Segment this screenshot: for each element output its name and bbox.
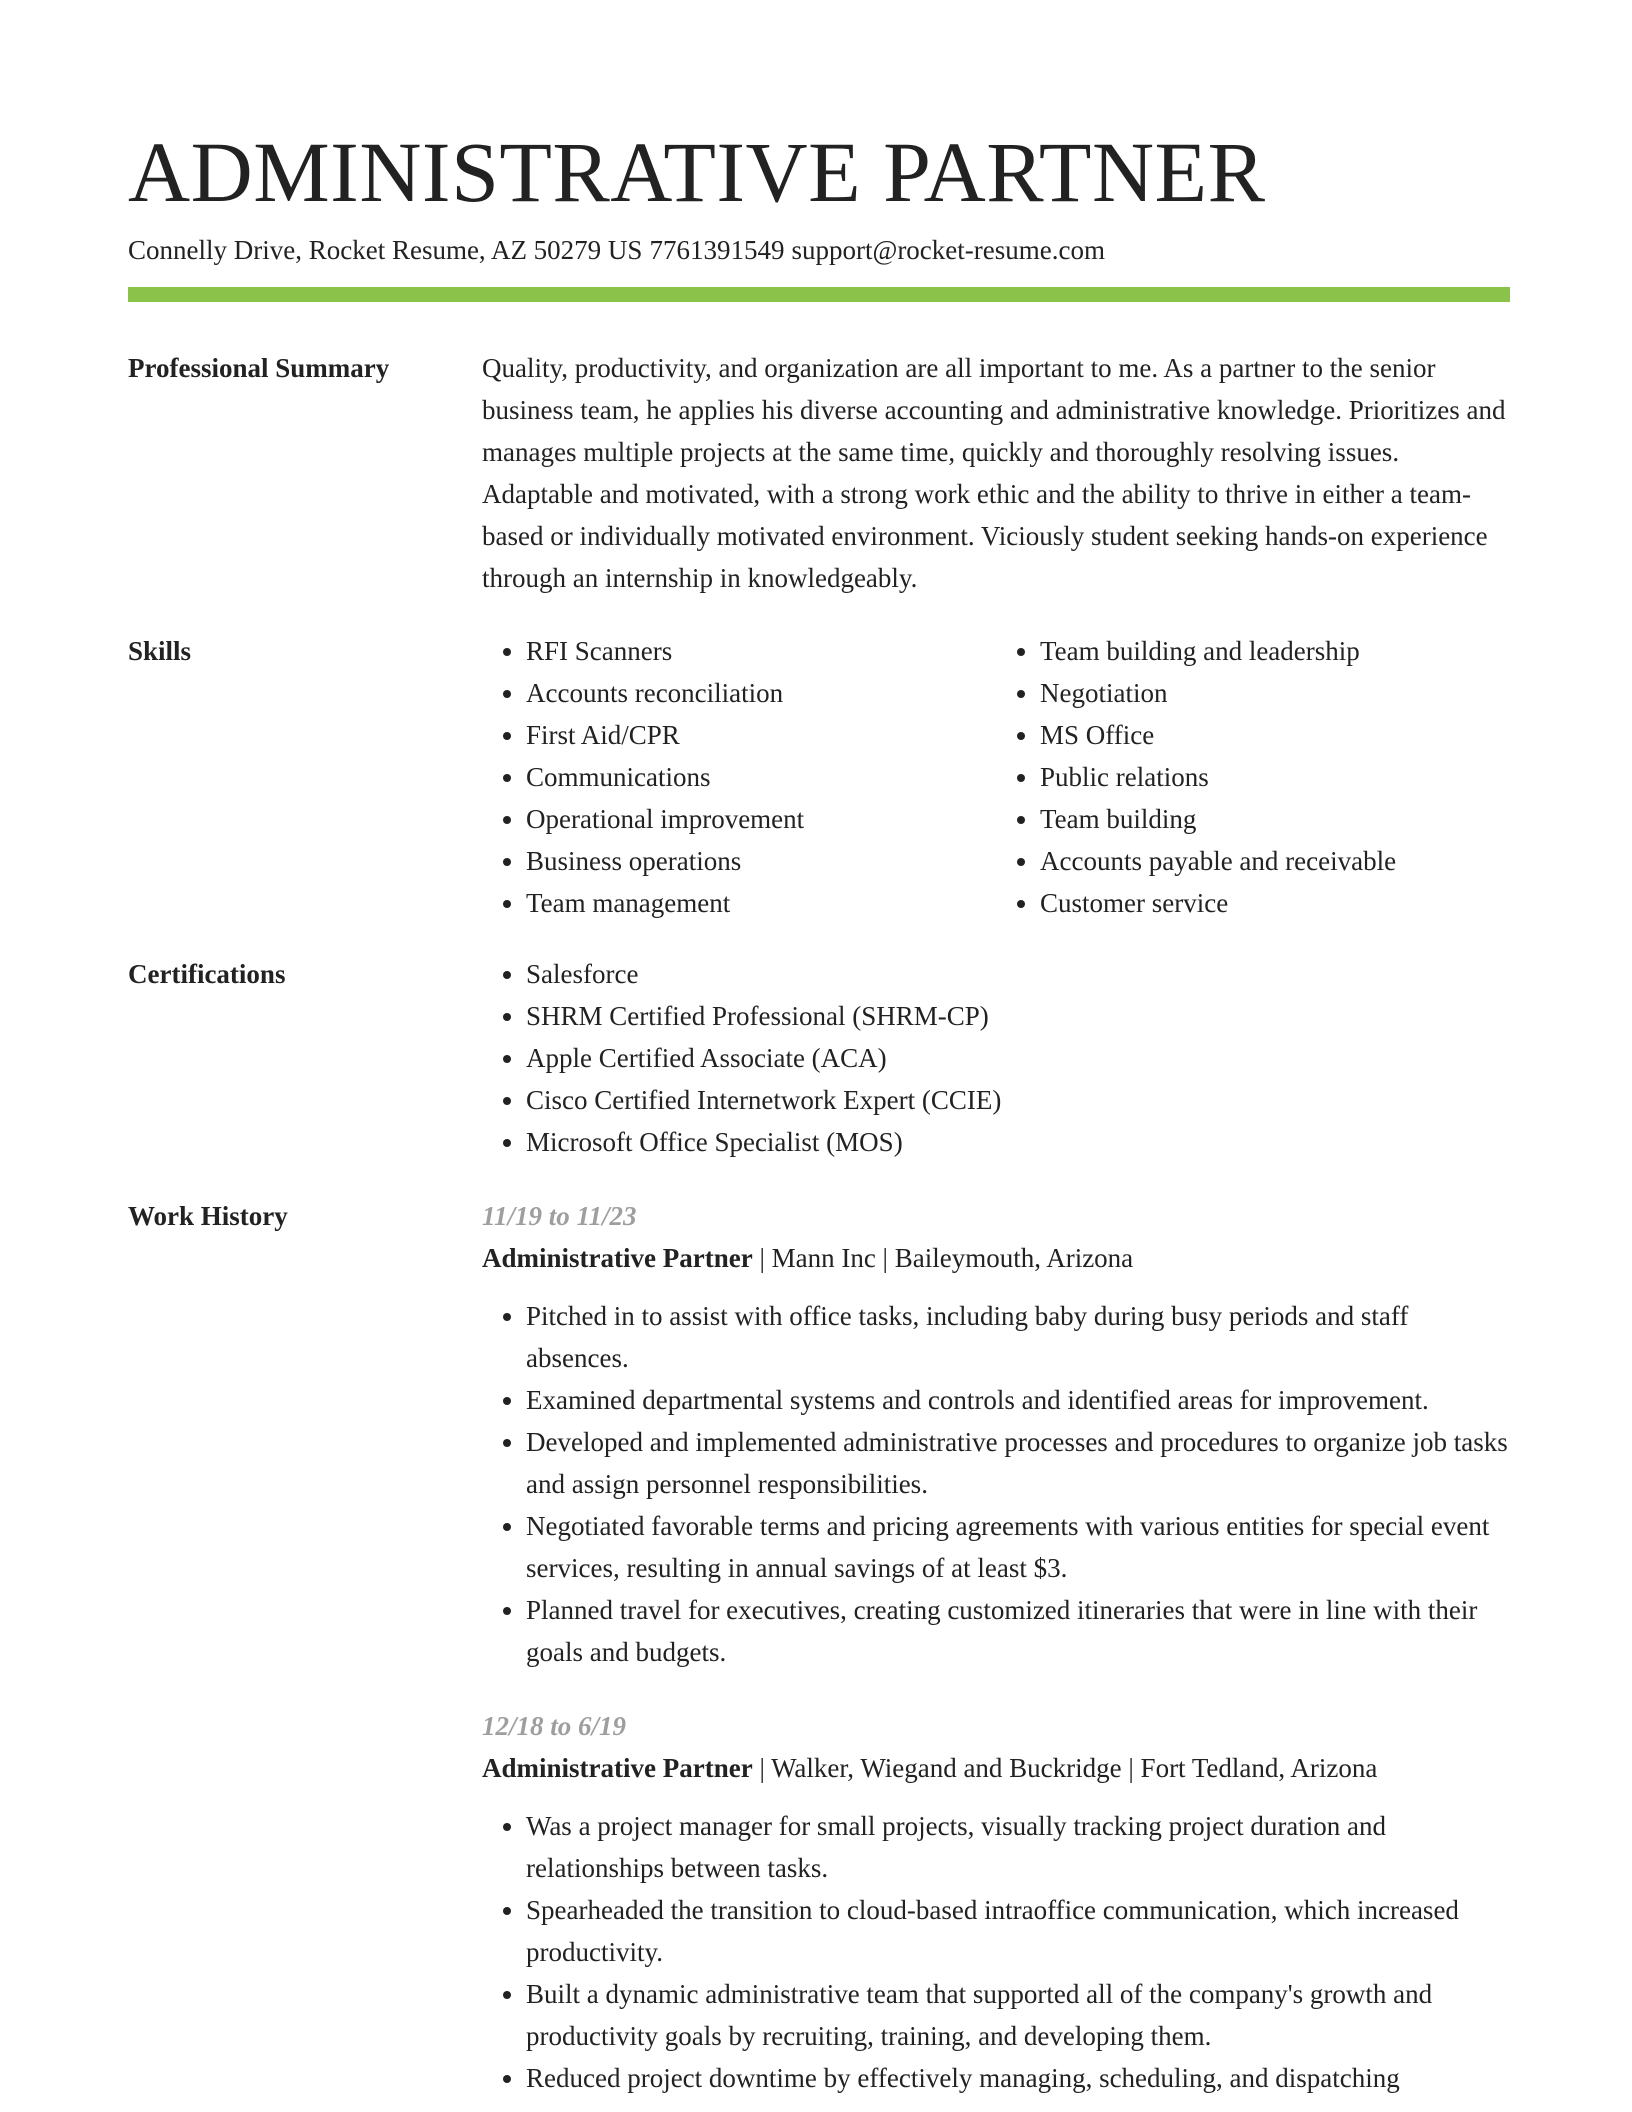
contact-email: support@rocket-resume.com xyxy=(791,235,1105,265)
skill-item: • Public relations xyxy=(1040,756,1466,798)
job-bullets xyxy=(482,1805,1510,2099)
job-bullet: • Spearheaded the transition to cloud-based intraoffice communication, which increased productivity. xyxy=(526,1889,1510,1973)
certifications-title: Certifications xyxy=(128,959,286,989)
job-bullet: • Developed and implemented administrative processes and procedures to organize job tasks and assign personnel responsibilities. xyxy=(526,1421,1510,1505)
job-bullet: • Built a dynamic administrative team that supported all of the company's growth and productivity goals by recruiting, training, and developing them. xyxy=(526,1973,1510,2057)
header-divider xyxy=(128,287,1510,302)
certification-item: • Microsoft Office Specialist (MOS) xyxy=(526,1121,1510,1163)
certification-item: • Apple Certified Associate (ACA) xyxy=(526,1037,1510,1079)
skill-item: • Business operations xyxy=(526,840,952,882)
certification-item: • Cisco Certified Internetwork Expert (CCIE) xyxy=(526,1079,1510,1121)
skills-list-right xyxy=(996,630,1466,924)
job-dates: 11/19 to 11/23 xyxy=(482,1201,637,1231)
contact-line xyxy=(128,230,1112,270)
job-title: Administrative Partner xyxy=(482,1243,753,1273)
skill-item: • Accounts payable and receivable xyxy=(1040,840,1466,882)
job-bullet: • Negotiated favorable terms and pricing agreements with various entities for special event services, resulting in annual savings of at least $3. xyxy=(526,1505,1510,1589)
resume-name: ADMINISTRATIVE PARTNER xyxy=(128,124,1266,220)
job-bullet: • Reduced project downtime by effectively managing, scheduling, and dispatching xyxy=(526,2057,1510,2099)
job-bullets xyxy=(482,1295,1510,1673)
contact-phone: 7761391549 xyxy=(649,235,785,265)
skill-item: • Team management xyxy=(526,882,952,924)
job-heading xyxy=(482,1237,1510,1279)
skill-item: • Negotiation xyxy=(1040,672,1466,714)
job-bullet: • Pitched in to assist with office tasks, including baby during busy periods and staff absences. xyxy=(526,1295,1510,1379)
work-history-body xyxy=(482,1195,1510,2099)
job-details: | Mann Inc | Baileymouth, Arizona xyxy=(752,1243,1134,1273)
job-entry xyxy=(482,1195,1510,1673)
skill-item: • Team building and leadership xyxy=(1040,630,1466,672)
skills-list-left xyxy=(482,630,952,924)
skill-item: • Customer service xyxy=(1040,882,1466,924)
summary-body xyxy=(482,347,1510,599)
job-heading xyxy=(482,1747,1510,1789)
skill-item: • Operational improvement xyxy=(526,798,952,840)
job-entry xyxy=(482,1705,1510,2099)
job-dates: 12/18 to 6/19 xyxy=(482,1711,627,1741)
skill-item: • MS Office xyxy=(1040,714,1466,756)
skills-title: Skills xyxy=(128,636,192,666)
certifications-body xyxy=(482,953,1510,1163)
skill-item: • Communications xyxy=(526,756,952,798)
job-spacer xyxy=(482,1673,1510,1705)
skill-item: • Accounts reconciliation xyxy=(526,672,952,714)
skill-item: • First Aid/CPR xyxy=(526,714,952,756)
job-bullet: • Examined departmental systems and controls and identified areas for improvement. xyxy=(526,1379,1510,1421)
certification-item: • SHRM Certified Professional (SHRM-CP) xyxy=(526,995,1510,1037)
summary-text: Quality, productivity, and organization are all important to me. As a partner to the senior business team, he applies his diverse accounting and administrative knowledge. Prioritizes and manages multiple projects at the same time, quickly and thoroughly resolving issues. Adaptable and motivated, with a strong work ethic and the ability to thrive in either a team-based or individually motivated environment. Viciously student seeking hands-on experience through an internship in knowledgeably. xyxy=(482,353,1506,593)
skill-item: • RFI Scanners xyxy=(526,630,952,672)
summary-title: Professional Summary xyxy=(128,353,390,383)
job-bullet: • Planned travel for executives, creating customized itineraries that were in line with their goals and budgets. xyxy=(526,1589,1510,1673)
job-bullet: • Was a project manager for small projects, visually tracking project duration and relationships between tasks. xyxy=(526,1805,1510,1889)
work-history-title: Work History xyxy=(128,1201,288,1231)
job-title: Administrative Partner xyxy=(482,1753,753,1783)
contact-address: Connelly Drive, Rocket Resume, AZ 50279 US xyxy=(128,235,643,265)
skills-body xyxy=(482,630,1510,924)
certifications-list xyxy=(482,953,1510,1163)
skill-item: • Team building xyxy=(1040,798,1466,840)
certification-item: • Salesforce xyxy=(526,953,1510,995)
job-details: | Walker, Wiegand and Buckridge | Fort Tedland, Arizona xyxy=(752,1753,1378,1783)
